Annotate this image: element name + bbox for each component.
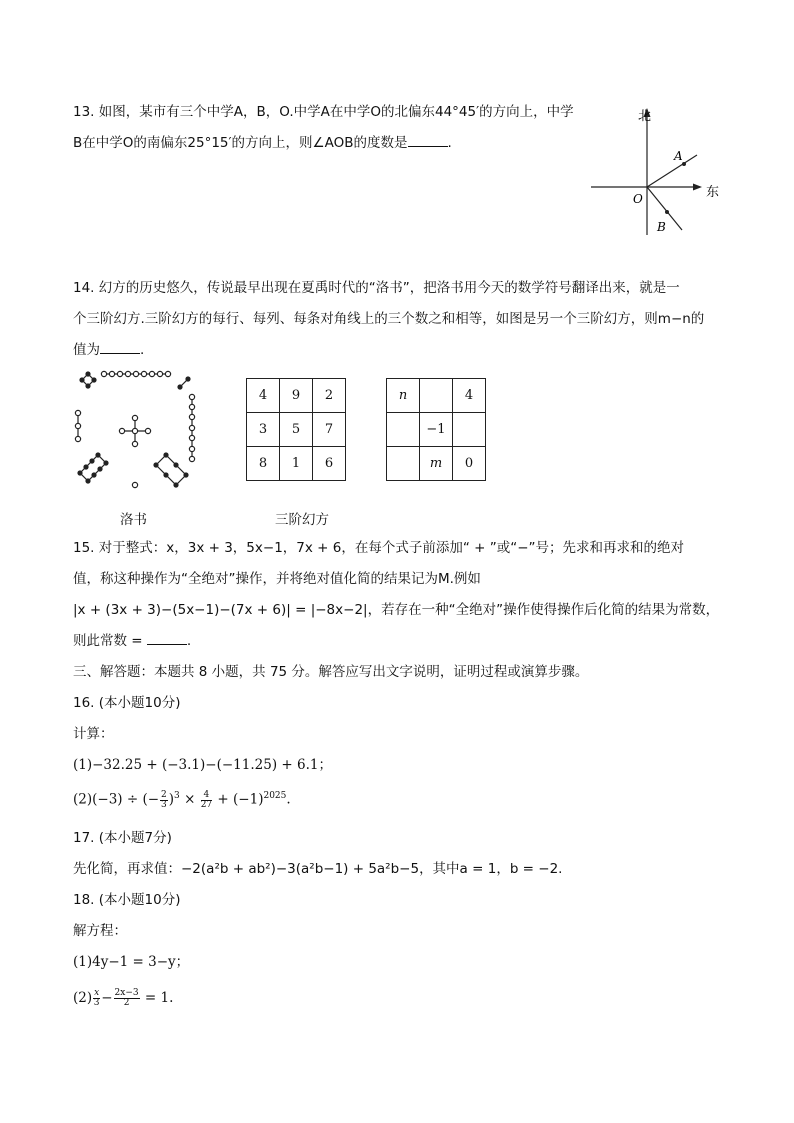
magic-square-row	[247, 447, 346, 481]
q15-line2: 值，称这种操作为“全绝对”操作，并将绝对值化简的结果记为M.例如	[73, 571, 481, 587]
q13-compass-figure	[585, 100, 735, 250]
q16-part2-a: (2)(−3) ÷ (−	[73, 791, 160, 808]
q15-line4-text: 则此常数 =	[73, 633, 143, 649]
q13-fig-east: 东	[706, 185, 720, 200]
q16-exponent-1: 3	[174, 791, 180, 801]
q16-part2	[73, 786, 291, 810]
magic-square-cell: 5	[280, 413, 313, 447]
q16-exponent-2: 2025	[263, 791, 287, 801]
q18-title: 18. (本小题10分)	[73, 892, 181, 908]
q13-line2-text: B在中学O的南偏东25°15′的方向上，则∠AOB的度数是	[73, 135, 408, 151]
magic-square-table	[246, 378, 346, 481]
q15-line1: 15. 对于整式：x，3x + 3，5x−1，7x + 6，在每个式子前添加“ + ”或“−”号；先求和再求和的绝对	[73, 540, 685, 556]
q15-line3: |x + (3x + 3)−(5x−1)−(7x + 6)| = |−8x−2|，若存在一种“全绝对”操作使得操作后化简的结果为常数，	[73, 602, 720, 618]
q13-answer-blank	[408, 134, 448, 147]
q15-line4	[73, 631, 191, 651]
q16-part1: (1)−32.25 + (−3.1)−(−11.25) + 6.1；	[73, 757, 332, 773]
q14-answer-blank	[100, 341, 140, 354]
q18-fraction-2-num: 2x−3	[114, 988, 139, 998]
q17-text: 先化简，再求值：−2(a²b + ab²)−3(a²b−1) + 5a²b−5，其中a = 1，b = −2.	[73, 861, 563, 877]
caption-magic-square: 三阶幻方	[275, 512, 329, 528]
q16-part2-d: + (−1)	[213, 791, 264, 808]
q14-line1: 14. 幻方的历史悠久，传说最早出现在夏禹时代的“洛书”，把洛书用今天的数学符号翻译出来，就是一	[73, 280, 680, 296]
magic-square-cell: 6	[313, 447, 346, 481]
other-square-cell	[453, 413, 486, 447]
other-square-row	[387, 447, 486, 481]
q16-fraction-1-den: 3	[161, 799, 167, 810]
q13-fig-B: B	[657, 220, 666, 234]
q18-part2-b: −	[101, 990, 113, 1006]
magic-square-cell: 2	[313, 379, 346, 413]
other-square-cell: −1	[420, 413, 453, 447]
luoshu-dot-diagram	[70, 365, 200, 495]
other-square-cell: m	[420, 447, 453, 481]
q16-fraction-2-num: 4	[201, 791, 212, 801]
other-square-row	[387, 379, 486, 413]
q18-intro: 解方程：	[73, 923, 127, 939]
section-3-heading: 三、解答题：本题共 8 小题，共 75 分。解答应写出文字说明，证明过程或演算步骤。	[73, 664, 589, 680]
q16-fraction-1-num: 2	[161, 789, 167, 800]
magic-square-cell: 1	[280, 447, 313, 481]
magic-square-row	[247, 379, 346, 413]
q16-intro: 计算：	[73, 726, 114, 742]
q18-part1: (1)4y−1 = 3−y；	[73, 954, 190, 970]
q15-line4-end: .	[186, 633, 192, 649]
q14-line3-text: 值为	[73, 342, 100, 358]
other-square-cell	[387, 447, 420, 481]
q18-fraction-1-den: 3	[93, 998, 100, 1008]
q18-part2-a: (2)	[73, 990, 93, 1006]
q16-part2-c: ×	[179, 791, 200, 808]
q13-line2	[73, 133, 452, 153]
q13-fig-O: O	[633, 192, 643, 206]
other-square-table	[386, 378, 486, 481]
magic-square-cell: 4	[247, 379, 280, 413]
q18-part2-c: = 1.	[140, 990, 174, 1006]
q18-fraction-1	[93, 989, 100, 1008]
other-square-cell: n	[387, 379, 420, 413]
q16-part2-b: )	[168, 791, 175, 808]
other-square-row	[387, 413, 486, 447]
q18-fraction-1-num: x	[94, 988, 100, 998]
magic-square-cell: 3	[247, 413, 280, 447]
q13-line2-end: .	[447, 135, 452, 151]
magic-square-cell: 7	[313, 413, 346, 447]
q16-fraction-2-den: 27	[200, 799, 213, 810]
other-square-cell	[387, 413, 420, 447]
magic-square-row	[247, 413, 346, 447]
q17-title: 17. (本小题7分)	[73, 830, 172, 846]
q14-line2: 个三阶幻方.三阶幻方的每行、每列、每条对角线上的三个数之和相等，如图是另一个三阶幻方，则m−n的	[73, 311, 705, 327]
magic-square-cell: 8	[247, 447, 280, 481]
q18-part2	[73, 988, 173, 1008]
magic-square-cell: 9	[280, 379, 313, 413]
other-square-cell: 0	[453, 447, 486, 481]
q18-fraction-2	[114, 989, 140, 1008]
q16-fraction-2	[201, 791, 212, 810]
q18-fraction-2-den: 2	[123, 998, 130, 1008]
other-square-cell: 4	[453, 379, 486, 413]
caption-luoshu: 洛书	[120, 512, 147, 528]
q13-line1: 13. 如图，某市有三个中学A，B，O.中学A在中学O的北偏东44°45′的方向上，中学	[73, 104, 574, 120]
other-square-cell	[420, 379, 453, 413]
q16-title: 16. (本小题10分)	[73, 695, 181, 711]
q13-fig-north: 北	[638, 109, 652, 124]
q13-fig-A: A	[674, 149, 683, 163]
q16-part2-e: .	[286, 791, 291, 808]
q14-line3-end: .	[140, 342, 145, 358]
q16-fraction-1	[160, 791, 168, 810]
q14-line3	[73, 340, 144, 360]
q15-answer-blank	[147, 632, 187, 645]
